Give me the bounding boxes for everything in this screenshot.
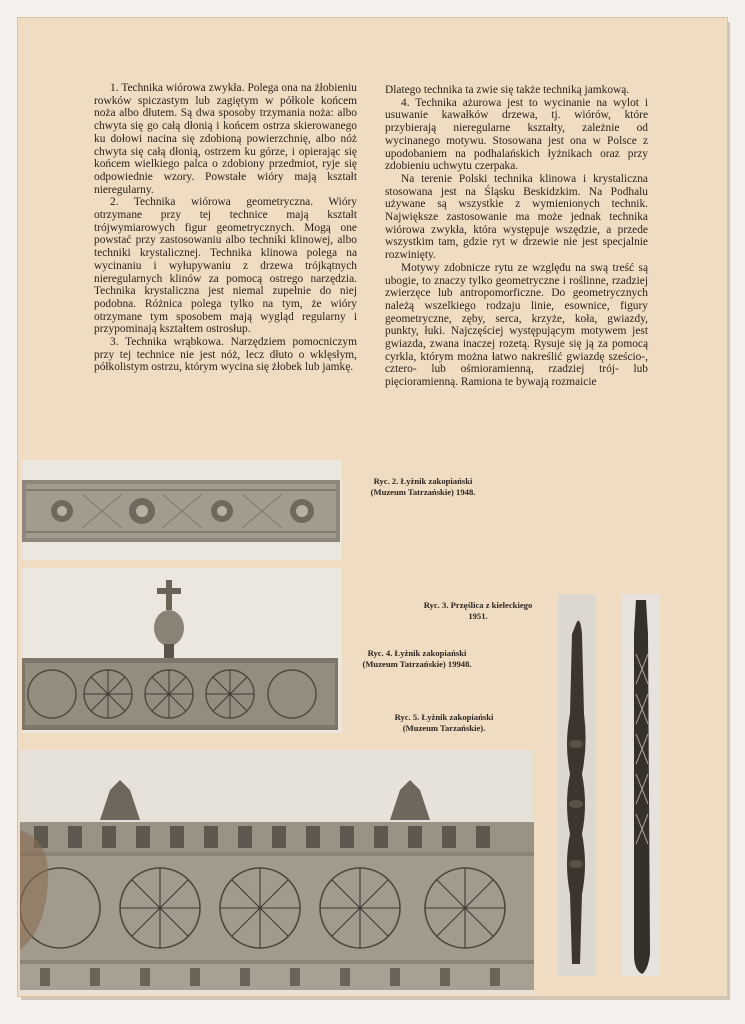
paragraph: 1. Technika wiórowa zwykła. Polega ona na żłobieniu rowków spiczastym lub zagiętym w półkole końcem noża albo dłutem. Są dwa sposoby trzymania noża: albo chwyta się go całą dłonią i końcem ostrza skierowanego ku dołowi nacina się zdobioną powierzchnię, albo nóż chwyta się całą dłonią, ostrzem ku górze, i opierając się końcem wielkiego palca o zdobiony przedmiot, ryje się odpowiednie wzory. Powstałe wióry mają kształt nieregularny. [94,82,357,196]
caption-ryc3: Ryc. 3. Przęślica z kieleckiego 1951. [423,600,533,621]
photo-ryc3-distaff-second [622,594,660,976]
caption-ryc5: Ryc. 5. Łyżnik zakopiański (Muzeum Tarzańskie). [394,712,494,733]
caption-ryc2: Ryc. 2. Łyżnik zakopiański (Muzeum Tatrzańskie) 1948. [370,476,476,497]
photo-ryc5-spoon-rack [20,750,534,994]
text-column-left [94,82,357,374]
paragraph: 4. Technika ażurowa jest to wycinanie na wylot i usuwanie kawałków drzewa, tj. wiórów, które przybierają nieregularne kształty, zależnie od wycinanego motywu. Stosowana jest ona w Polsce z upodobaniem na podhalańskich łyżnikach oraz przy zdobieniu uchwytu czerpaka. [385,96,648,173]
paragraph: Motywy zdobnicze rytu ze względu na swą treść są ubogie, to znaczy tylko geometryczne i roślinne, rzadziej zwierzęce lub antropomorficzne. Do geometrycznych należą wszelkiego rodzaju linie, esownice, figury geometryczne, zęby, serca, krzyże, koła, gwiazdy, punkty, łuki. Najczęściej występującym motywem jest gwiazda, zwana inaczej rozetą. Rysuje się ją za pomocą cyrkla, którym można łatwo nakreślić gwiazdę sześcio-, cztero- lub ośmioramienną, rzadziej trój- lub pięcioramienną. Ramiona te bywają rozmaicie [385,261,648,389]
photo-ryc3-distaff [558,594,596,976]
paragraph: 2. Technika wiórowa geometryczna. Wióry otrzymane przy tej technice mają kształt trójwymiarowych figur geometrycznych. Mogą one powstać przy zastosowaniu albo techniki klinowej, albo techniki krystalicznej. Technika klinowa polega na wycinaniu i wyłupywaniu z drzewa trójkątnych nieregularnych klinów za pomocą ostrego narzędzia. Technika krystaliczna jest niemal zupełnie do niej podobna. Różnica polega tylko na tym, że wióry otrzymane tym sposobem mają wygląd regularny i przypominają kształtem ostrosłup. [94,196,357,336]
photo-ryc4-spoon-rack [22,568,342,733]
paragraph: Na terenie Polski technika klinowa i krystaliczna stosowana jest na Śląsku Beskidzkim. Na Podhalu używane są wszystkie z wymienionych technik. Największe zastosowanie ma może jednak technika wiórowa zwykła, która występuje wszędzie, a przede wszystkim tam, gdzie ryt w drzewie nie jest specjalnie rozwinięty. [385,172,648,262]
text-column-right [385,84,648,389]
magazine-page [18,18,727,996]
paragraph: 3. Technika wrąbkowa. Narzędziem pomocniczym przy tej technice nie jest nóż, lecz dłuto o wklęsłym, półkolistym ostrzu, którym wycina się żłobek lub jamkę. [94,336,357,374]
caption-ryc4: Ryc. 4. Łyżnik zakopiański (Muzeum Tatrzańskie) 19948. [362,648,472,669]
photo-ryc2-spoon-rack [22,460,342,560]
paragraph: Dlatego technika ta zwie się także techniką jamkową. [385,84,630,96]
